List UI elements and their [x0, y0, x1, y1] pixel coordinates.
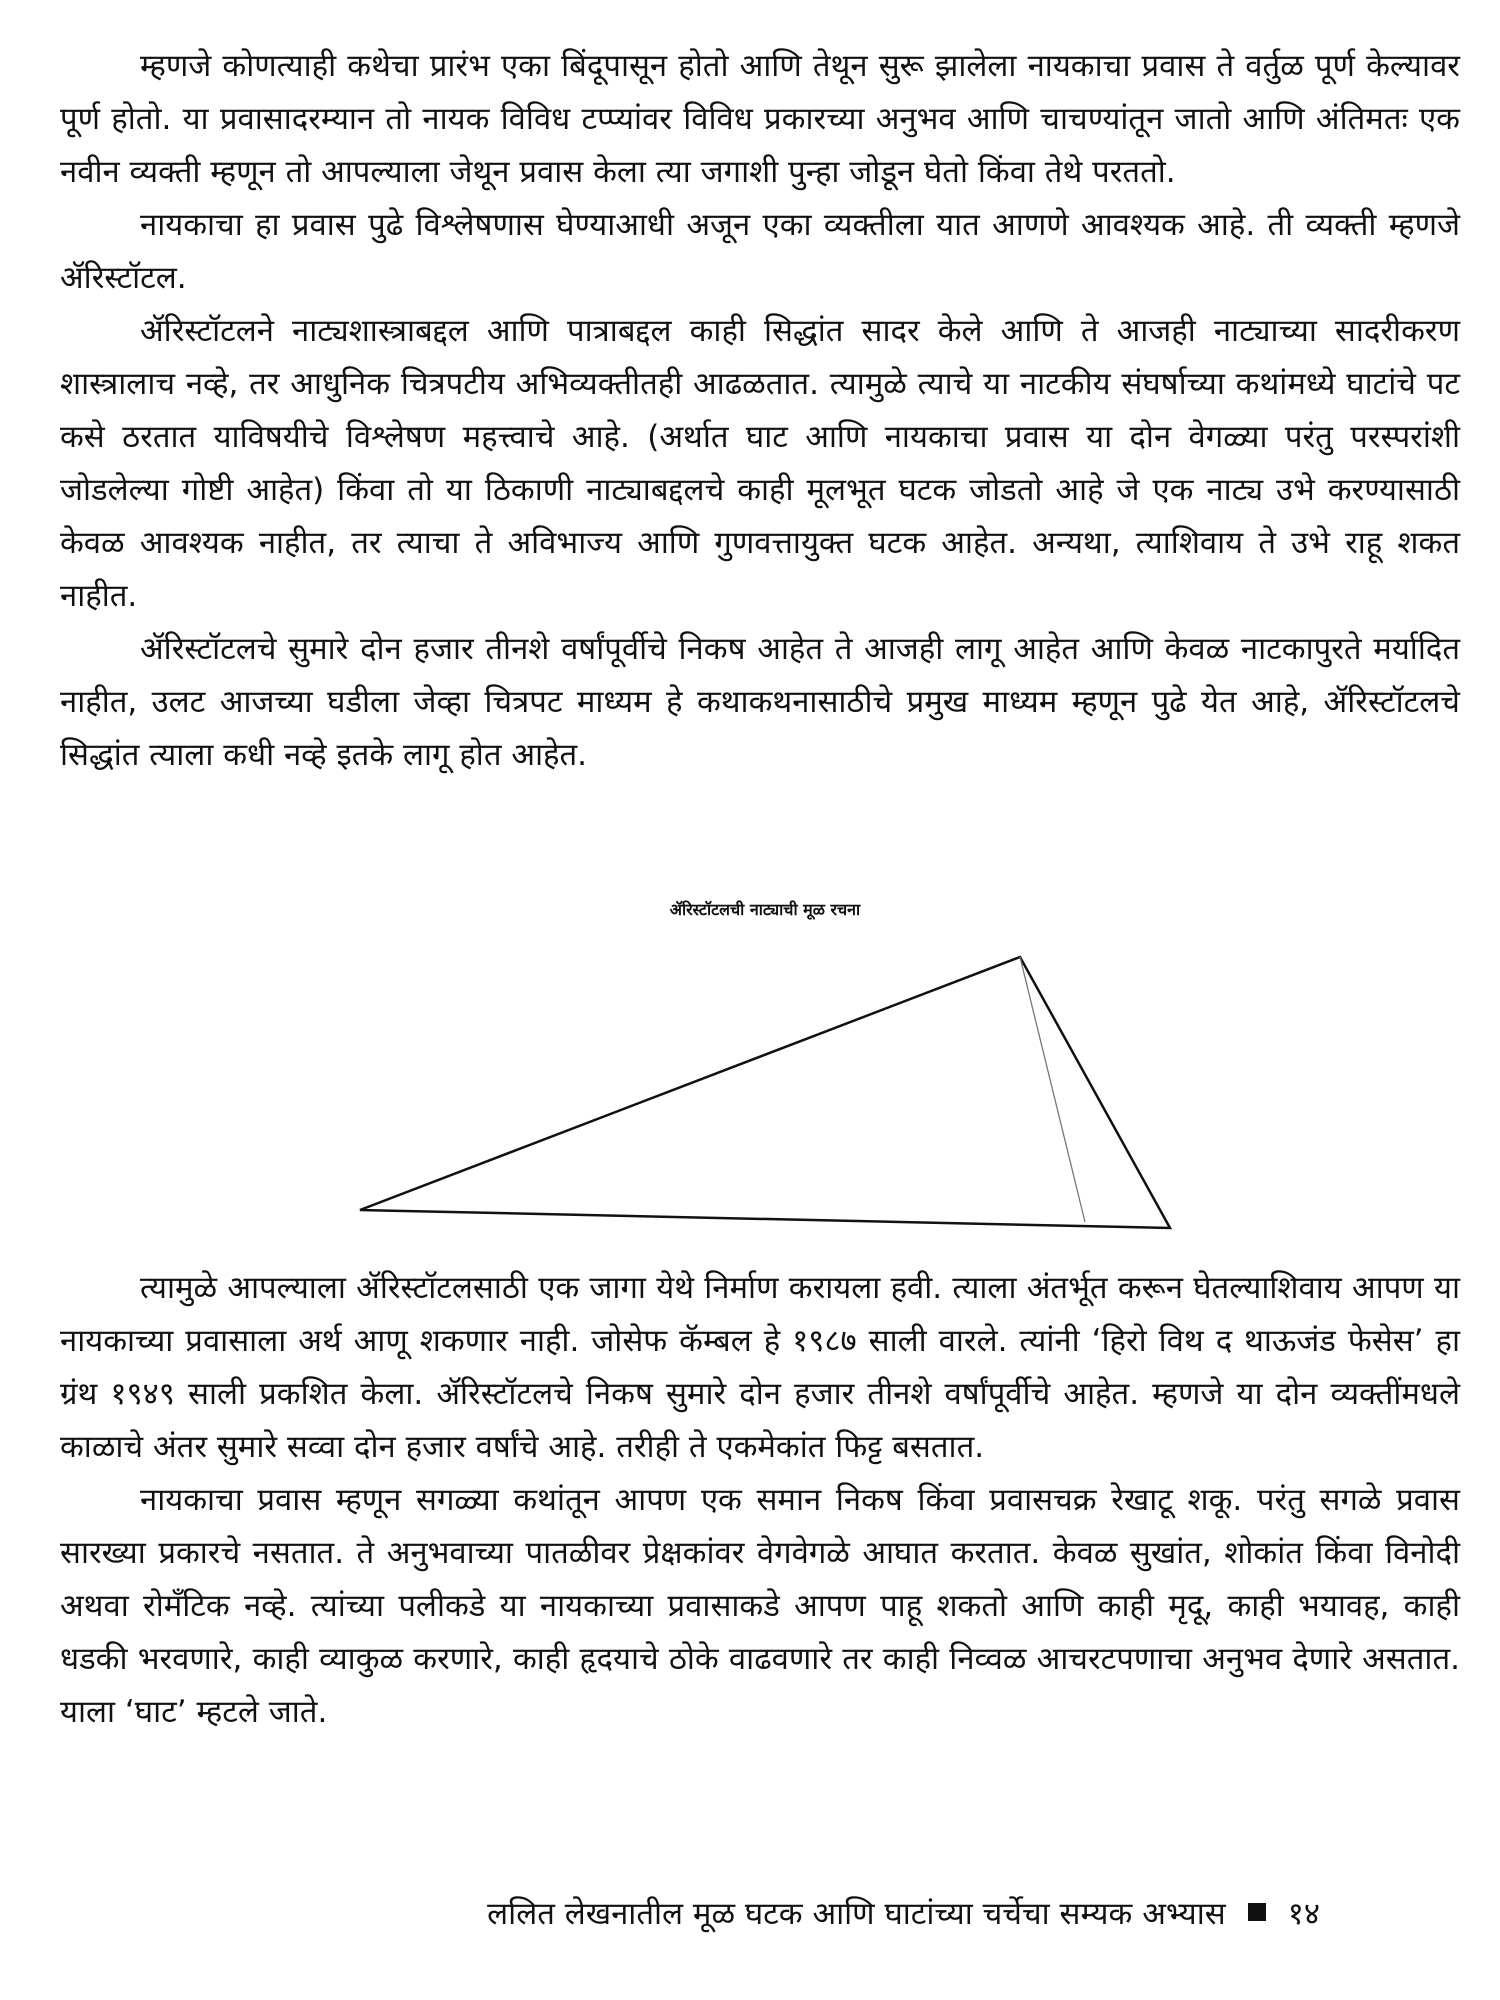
paragraph-5: त्यामुळे आपल्याला ॲरिस्टॉटलसाठी एक जागा येथे निर्माण करायला हवी. त्याला अंतर्भूत करून घेतल्याशिवाय आपण या नायकाच्या प्रवासाला अर्थ आणू शकणार नाही. जोसेफ कॅम्बल हे १९८७ साली वारले. त्यांनी ‘हिरो विथ द थाऊजंड फेसेस’ हा ग्रंथ १९४९ साली प्रकशित केला. ॲरिस्टॉटलचे निकष सुमारे दोन हजार तीनशे वर्षांपूर्वीचे आहेत. म्हणजे या दोन व्यक्तींमधले काळाचे अंतर सुमारे सव्वा दोन हजार वर्षांचे आहे. तरीही ते एकमेकांत फिट्ट बसतात.: [60, 1270, 1460, 1465]
triangle-figure: [340, 900, 1190, 1245]
triangle-outline: [360, 957, 1170, 1228]
triangle-inner-line: [1020, 957, 1085, 1222]
paragraph-1: म्हणजे कोणत्याही कथेचा प्रारंभ एका बिंदूपासून होतो आणि तेथून सुरू झालेला नायकाचा प्रवास ते वर्तुळ पूर्ण केल्यावर पूर्ण होतो. या प्रवासादरम्यान तो नायक विविध टप्प्यांवर विविध प्रकारच्या अनुभव आणि चाचण्यांतून जातो आणि अंतिमतः एक नवीन व्यक्ती म्हणून तो आपल्याला जेथून प्रवास केला त्या जगाशी पुन्हा जोडून घेतो किंवा तेथे परततो.: [60, 48, 1460, 190]
aristotle-structure-diagram: [340, 900, 1190, 1245]
square-separator-icon: [1248, 1903, 1266, 1921]
body-text-bottom: [60, 1262, 1460, 1739]
footer-title: ललित लेखनातील मूळ घटक आणि घाटांच्या चर्चेचा सम्यक अभ्यास: [487, 1896, 1226, 1932]
page-footer: [487, 1894, 1320, 1934]
paragraph-2: नायकाचा हा प्रवास पुढे विश्लेषणास घेण्याआधी अजून एका व्यक्तीला यात आणणे आवश्यक आहे. ती व्यक्ती म्हणजे ॲरिस्टॉटल.: [60, 207, 1460, 296]
paragraph-6: नायकाचा प्रवास म्हणून सगळ्या कथांतून आपण एक समान निकष किंवा प्रवासचक्र रेखाटू शकू. परंतु सगळे प्रवास सारख्या प्रकारचे नसतात. ते अनुभवाच्या पातळीवर प्रेक्षकांवर वेगवेगळे आघात करतात. केवळ सुखांत, शोकांत किंवा विनोदी अथवा रोमँटिक नव्हे. त्यांच्या पलीकडे या नायकाच्या प्रवासाकडे आपण पाहू शकतो आणि काही मृदू, काही भयावह, काही धडकी भरवणारे, काही व्याकुळ करणारे, काही हृदयाचे ठोके वाढवणारे तर काही निव्वळ आचरटपणाचा अनुभव देणारे असतात. याला ‘घाट’ म्हटले जाते.: [60, 1482, 1460, 1730]
paragraph-3: ॲरिस्टॉटलने नाट्यशास्त्राबद्दल आणि पात्राबद्दल काही सिद्धांत सादर केले आणि ते आजही नाट्याच्या सादरीकरण शास्त्रालाच नव्हे, तर आधुनिक चित्रपटीय अभिव्यक्तीतही आढळतात. त्यामुळे त्याचे या नाटकीय संघर्षाच्या कथांमध्ये घाटांचे पट कसे ठरतात याविषयीचे विश्लेषण महत्त्वाचे आहे. (अर्थात घाट आणि नायकाचा प्रवास या दोन वेगळ्या परंतु परस्परांशी जोडलेल्या गोष्टी आहेत) किंवा तो या ठिकाणी नाट्याबद्दलचे काही मूलभूत घटक जोडतो आहे जे एक नाट्य उभे करण्यासाठी केवळ आवश्यक नाहीत, तर त्याचा ते अविभाज्य आणि गुणवत्तायुक्त घटक आहेत. अन्यथा, त्याशिवाय ते उभे राहू शकत नाहीत.: [60, 313, 1460, 614]
page-number: १४: [1287, 1896, 1320, 1932]
paragraph-4: ॲरिस्टॉटलचे सुमारे दोन हजार तीनशे वर्षांपूर्वीचे निकष आहेत ते आजही लागू आहेत आणि केवळ नाटकापुरते मर्यादित नाहीत, उलट आजच्या घडीला जेव्हा चित्रपट माध्यम हे कथाकथनासाठीचे प्रमुख माध्यम म्हणून पुढे येत आहे, ॲरिस्टॉटलचे सिद्धांत त्याला कधी नव्हे इतके लागू होत आहेत.: [60, 631, 1460, 773]
body-text-top: [60, 40, 1460, 782]
diagram-title: ॲरिस्टॉटलची नाट्याची मूळ रचना: [669, 900, 861, 919]
